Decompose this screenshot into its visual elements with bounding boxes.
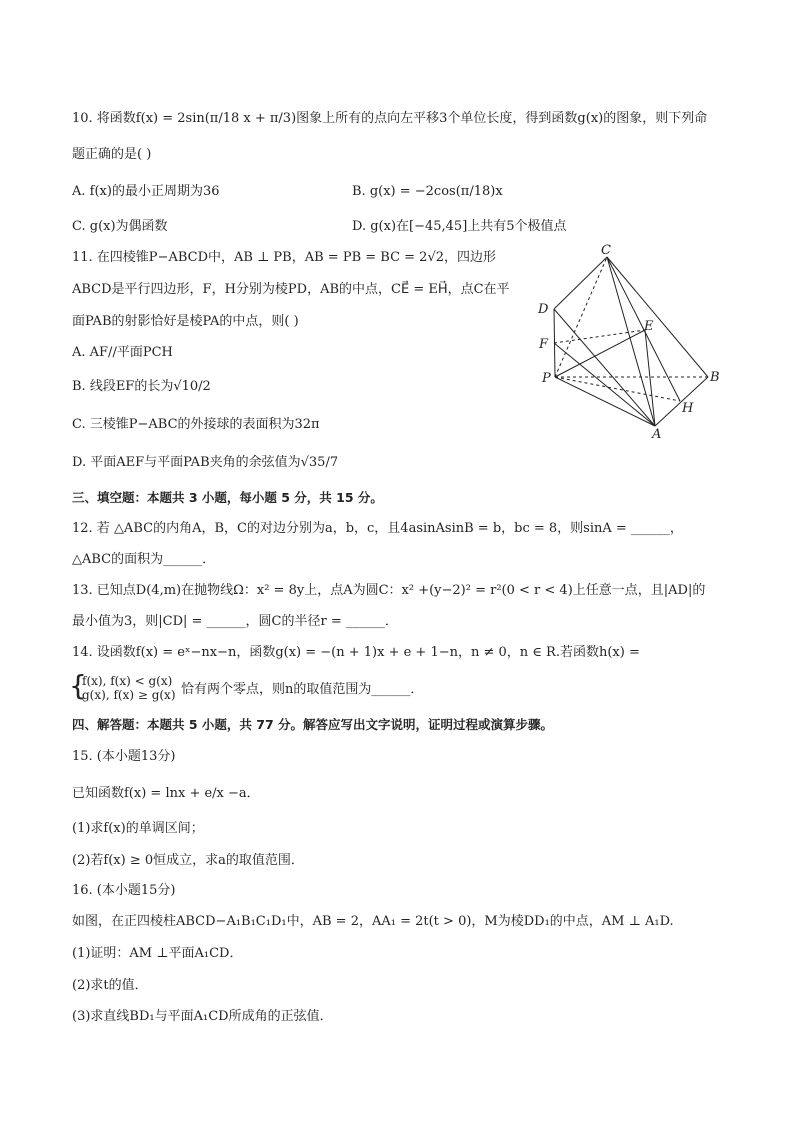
q12-line2: △ABC的面积为______． — [72, 552, 216, 567]
q10-option-b: B. g(x) = −2cos(π/18)x — [352, 184, 503, 199]
q14-line1: 14. 设函数f(x) = eˣ−nx−n，函数g(x) = −(n + 1)x + e + 1−n，n ≠ 0，n ∈ R.若函数h(x) = — [72, 645, 640, 660]
q14-brace: { — [69, 669, 87, 702]
q11-line1: 11. 在四棱锥P−ABCD中，AB ⊥ PB，AB = PB = BC = 2√2，四边形 — [72, 250, 497, 265]
edge-PH — [555, 377, 680, 401]
edge-CA — [607, 257, 655, 426]
edge-DA — [554, 309, 655, 426]
q11-option-b: B. 线段EF的长为√10/2 — [72, 379, 211, 394]
q12-line1: 12. 若 △ABC的内角A，B，C的对边分别为a，b，c，且4asinAsinB = b，bc = 8，则sinA = ______， — [72, 521, 683, 536]
edge-PC — [555, 257, 607, 377]
pyramid-figure — [520, 240, 730, 450]
label-A: A — [652, 427, 662, 442]
q16-title: 16. (本小题15分) — [72, 883, 176, 898]
q11-line3: 面PAB的射影恰好是棱PA的中点，则( ) — [72, 314, 299, 329]
edge-PE — [555, 330, 645, 377]
q16-stem: 如图，在正四棱柱ABCD−A₁B₁C₁D₁中，AB = 2，AA₁ = 2t(t > 0)，M为棱DD₁的中点，AM ⊥ A₁D. — [72, 914, 674, 929]
q13-line1: 13. 已知点D(4,m)在抛物线Ω：x² = 8y上，点A为圆C：x² +(y−2)² = r²(0 < r < 4)上任意一点，且|AD|的 — [72, 583, 706, 598]
q11-option-c: C. 三棱锥P−ABC的外接球的表面积为32π — [72, 417, 320, 432]
section-4-heading: 四、解答题：本题共 5 小题，共 77 分。解答应写出文字说明，证明过程或演算步骤。 — [72, 717, 554, 732]
label-P: P — [542, 371, 551, 386]
section-3-heading: 三、填空题：本题共 3 小题，每小题 5 分，共 15 分。 — [72, 490, 383, 505]
edge-CB — [607, 257, 708, 377]
edge-AF — [554, 343, 655, 426]
q15-part1: (1)求f(x)的单调区间； — [72, 821, 204, 836]
q16-part3: (3)求直线BD₁与平面A₁CD所成角的正弦值． — [72, 1009, 333, 1024]
q11-option-d: D. 平面AEF与平面PAB夹角的余弦值为√35/7 — [72, 455, 339, 470]
q11-line2: ABCD是平行四边形，F，H分别为棱PD，AB的中点，CE⃗ = EH⃗，点C在平 — [72, 282, 510, 297]
q16-part2: (2)求t的值． — [72, 978, 148, 993]
q15-title: 15. (本小题13分) — [72, 749, 176, 764]
q14-case2: g(x), f(x) ≥ g(x) — [82, 688, 176, 702]
label-E: E — [644, 319, 654, 334]
q16-part1: (1)证明：AM ⊥平面A₁CD． — [72, 946, 243, 961]
label-B: B — [710, 370, 720, 385]
q14-case1: f(x), f(x) < g(x) — [82, 674, 173, 688]
edge-AE — [645, 330, 655, 426]
q14-line2: 恰有两个零点，则n的取值范围为______． — [181, 682, 424, 697]
label-D: D — [538, 302, 549, 317]
q15-stem: 已知函数f(x) = lnx + e/x −a． — [72, 786, 260, 801]
q10-line1: 10. 将函数f(x) = 2sin(π/18 x + π/3)图象上所有的点向左平移3个单位长度，得到函数g(x)的图象，则下列命 — [72, 111, 708, 126]
q11-option-a: A. AF//平面PCH — [72, 345, 173, 360]
q10-option-a: A. f(x)的最小正周期为36 — [72, 184, 220, 199]
q14-piecewise — [69, 669, 176, 702]
label-F: F — [539, 337, 549, 352]
edge-CD — [554, 257, 607, 309]
q10-option-c: C. g(x)为偶函数 — [72, 219, 168, 234]
label-H: H — [682, 401, 694, 416]
q13-line2: 最小值为3，则|CD| = ______，圆C的半径r = ______． — [72, 614, 398, 629]
label-C: C — [601, 243, 611, 258]
q10-line2: 题正确的是( ) — [72, 147, 152, 162]
q10-option-d: D. g(x)在[−45,45]上共有5个极值点 — [352, 219, 567, 234]
q15-part2: (2)若f(x) ≥ 0恒成立，求a的取值范围． — [72, 853, 304, 868]
